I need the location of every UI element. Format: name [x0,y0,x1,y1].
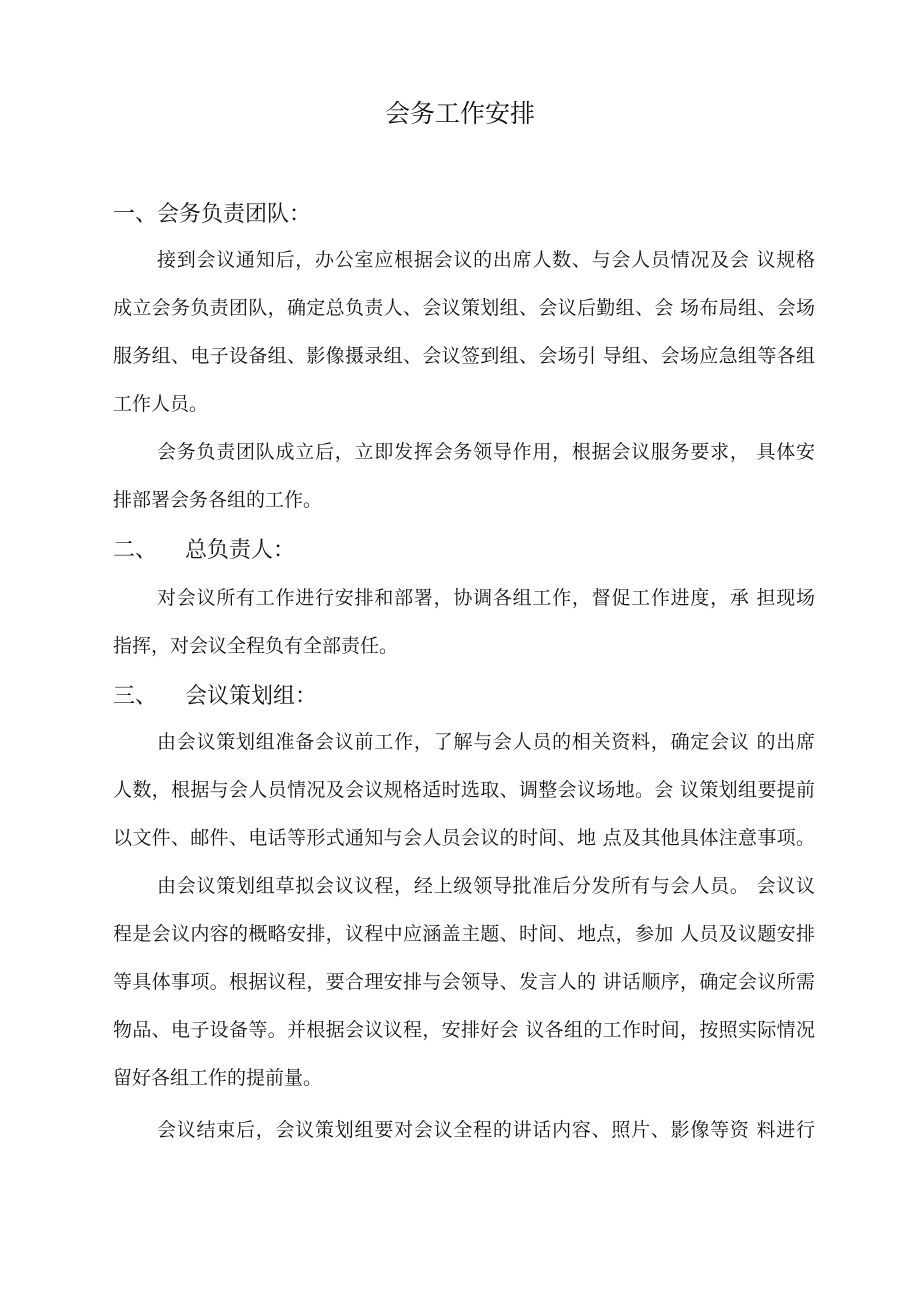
paragraph-line: 留好各组工作的提前量。 [113,1067,323,1089]
paragraph-line: 会议结束后，会议策划组要对会议全程的讲话内容、照片、影像等资 料进行 [157,1119,815,1141]
section-heading: 三、 会议策划组： [113,684,317,709]
paragraph-line: 对会议所有工作进行安排和部署，协调各组工作，督促工作进度，承 担现场 [157,587,815,609]
paragraph-line: 排部署会务各组的工作。 [113,489,323,511]
paragraph-line: 由会议策划组准备会议前工作，了解与会人员的相关资料，确定会议 的出席 [157,731,815,753]
paragraph-line: 程是会议内容的概略安排，议程中应涵盖主题、时间、地点，参加 人员及议题安排 [113,923,815,945]
section-heading: 一、会务负责团队： [113,202,312,227]
paragraph-line: 成立会务负责团队，确定总负责人、会议策划组、会议后勤组、会 场布局组、会场 [113,297,815,319]
paragraph-line: 物品、电子设备等。并根据会议议程，安排好会 议各组的工作时间，按照实际情况 [113,1019,815,1041]
paragraph-line: 人数，根据与会人员情况及会议规格适时选取、调整会议场地。会 议策划组要提前 [113,779,815,801]
paragraph-line: 指挥，对会议全程负有全部责任。 [113,635,399,657]
paragraph-line: 接到会议通知后，办公室应根据会议的出席人数、与会人员情况及会 议规格 [157,249,815,271]
paragraph-line: 等具体事项。根据议程，要合理安排与会领导、发言人的 讲话顺序，确定会议所需 [113,971,815,993]
paragraph-line: 服务组、电子设备组、影像摄录组、会议签到组、会场引 导组、会场应急组等各组 [113,345,815,367]
paragraph-line: 会务负责团队成立后，立即发挥会务领导作用，根据会议服务要求， 具体安 [157,441,815,463]
paragraph-line: 由会议策划组草拟会议议程，经上级领导批准后分发所有与会人员。 会议议 [157,875,815,897]
paragraph-line: 以文件、邮件、电话等形式通知与会人员会议的时间、地 点及其他具体注意事项。 [113,827,815,849]
section-heading: 二、 总负责人： [113,538,295,563]
paragraph-line: 工作人员。 [113,393,209,415]
document-title: 会务工作安排 [384,99,535,128]
